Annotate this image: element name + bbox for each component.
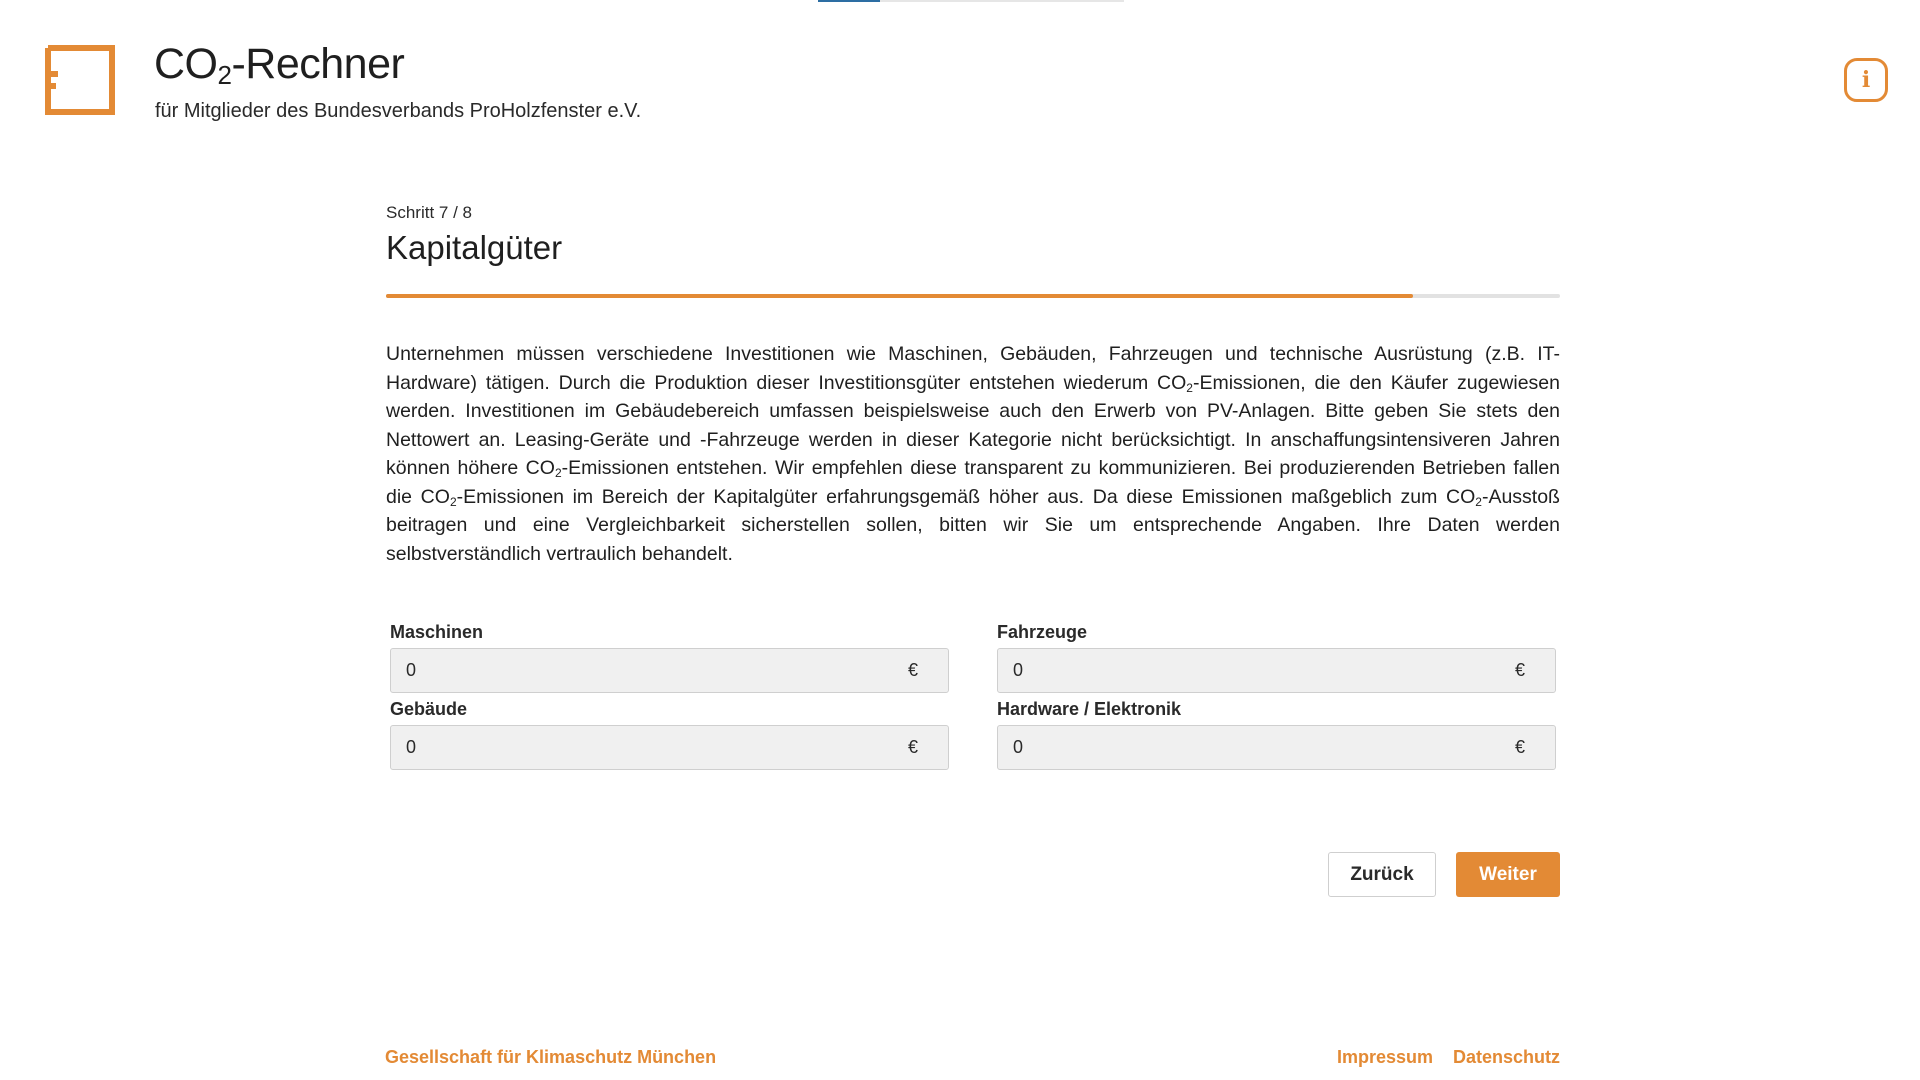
- next-button[interactable]: Weiter: [1456, 852, 1560, 897]
- fahrzeuge-label: Fahrzeuge: [997, 622, 1088, 642]
- page-title: Kapitalgüter: [386, 229, 563, 266]
- app-title: $CO_2$-Rechner: [154, 40, 405, 90]
- hardware-input[interactable]: [998, 726, 1555, 769]
- hardware-input-wrapper: [997, 725, 1556, 770]
- footer-org-link[interactable]: Gesellschaft für Klimaschutz München: [385, 1047, 717, 1067]
- maschinen-input[interactable]: [391, 649, 948, 692]
- fahrzeuge-unit: €: [1514, 660, 1525, 680]
- info-button[interactable]: [1844, 58, 1888, 102]
- gebaeude-unit: €: [907, 737, 918, 757]
- gebaeude-input-wrapper: [390, 725, 949, 770]
- maschinen-input-wrapper: [390, 648, 949, 693]
- progress-bar-fill: [386, 294, 1413, 298]
- fahrzeuge-input-wrapper: [997, 648, 1556, 693]
- frame-logo-icon: [44, 44, 116, 116]
- top-loading-indicator: [818, 0, 1124, 2]
- gebaeude-input[interactable]: [391, 726, 948, 769]
- datenschutz-link[interactable]: Datenschutz: [1452, 1047, 1560, 1067]
- progress-bar: [386, 294, 1560, 298]
- info-icon: i: [1861, 67, 1871, 93]
- field-hardware: [997, 697, 1556, 770]
- maschinen-label: Maschinen: [390, 622, 484, 642]
- impressum-link[interactable]: Impressum: [1336, 1047, 1433, 1067]
- hardware-label: Hardware / Elektronik: [997, 699, 1182, 719]
- field-fahrzeuge: [997, 620, 1556, 693]
- top-loading-indicator-fill: [818, 0, 880, 2]
- app-subtitle: für Mitglieder des Bundesverbands ProHolzfenster e.V.: [155, 100, 642, 122]
- footer-links: [1337, 1047, 1560, 1068]
- description-text: Unternehmen müssen verschiedene Investitionen wie Maschinen, Gebäuden, Fahrzeugen und technische Ausrüstung (z.B. IT-Hardware) tätigen. Durch die Produktion dieser Investitionsgüter entstehen wiederum $CO_2$-Emissionen, die den Käufer zugewiesen werden. Investitionen im Gebäudebereich umfassen beispielsweise auch den Erwerb von PV-Anlagen. Bitte geben Sie stets den Nettowert an. Leasing-Geräte und -Fahrzeuge werden in dieser Kategorie nicht berücksichtigt. In anschaffungsintensiveren Jahren können höhere $CO_2$-Emissionen entstehen. Wir empfehlen diese transparent zu kommunizieren. Bei produzierenden Betrieben fallen die $CO_2$-Emissionen im Bereich der Kapitalgüter erfahrungsgemäß höher aus. Da diese Emissionen maßgeblich zum $CO_2$-Ausstoß beitragen und eine Vergleichbarkeit sicherstellen sollen, bitten wir Sie um entsprechende Angaben. Ihre Daten werden selbstverständlich vertraulich behandelt.: [386, 343, 1560, 565]
- hardware-unit: €: [1514, 737, 1525, 757]
- gebaeude-label: Gebäude: [390, 699, 468, 719]
- back-button[interactable]: Zurück: [1328, 852, 1436, 897]
- maschinen-unit: €: [907, 660, 918, 680]
- field-maschinen: [390, 620, 949, 693]
- step-counter: Schritt 7 / 8: [386, 203, 472, 222]
- fahrzeuge-input[interactable]: [998, 649, 1555, 692]
- field-gebaeude: [390, 697, 949, 770]
- main-content: [386, 198, 1560, 568]
